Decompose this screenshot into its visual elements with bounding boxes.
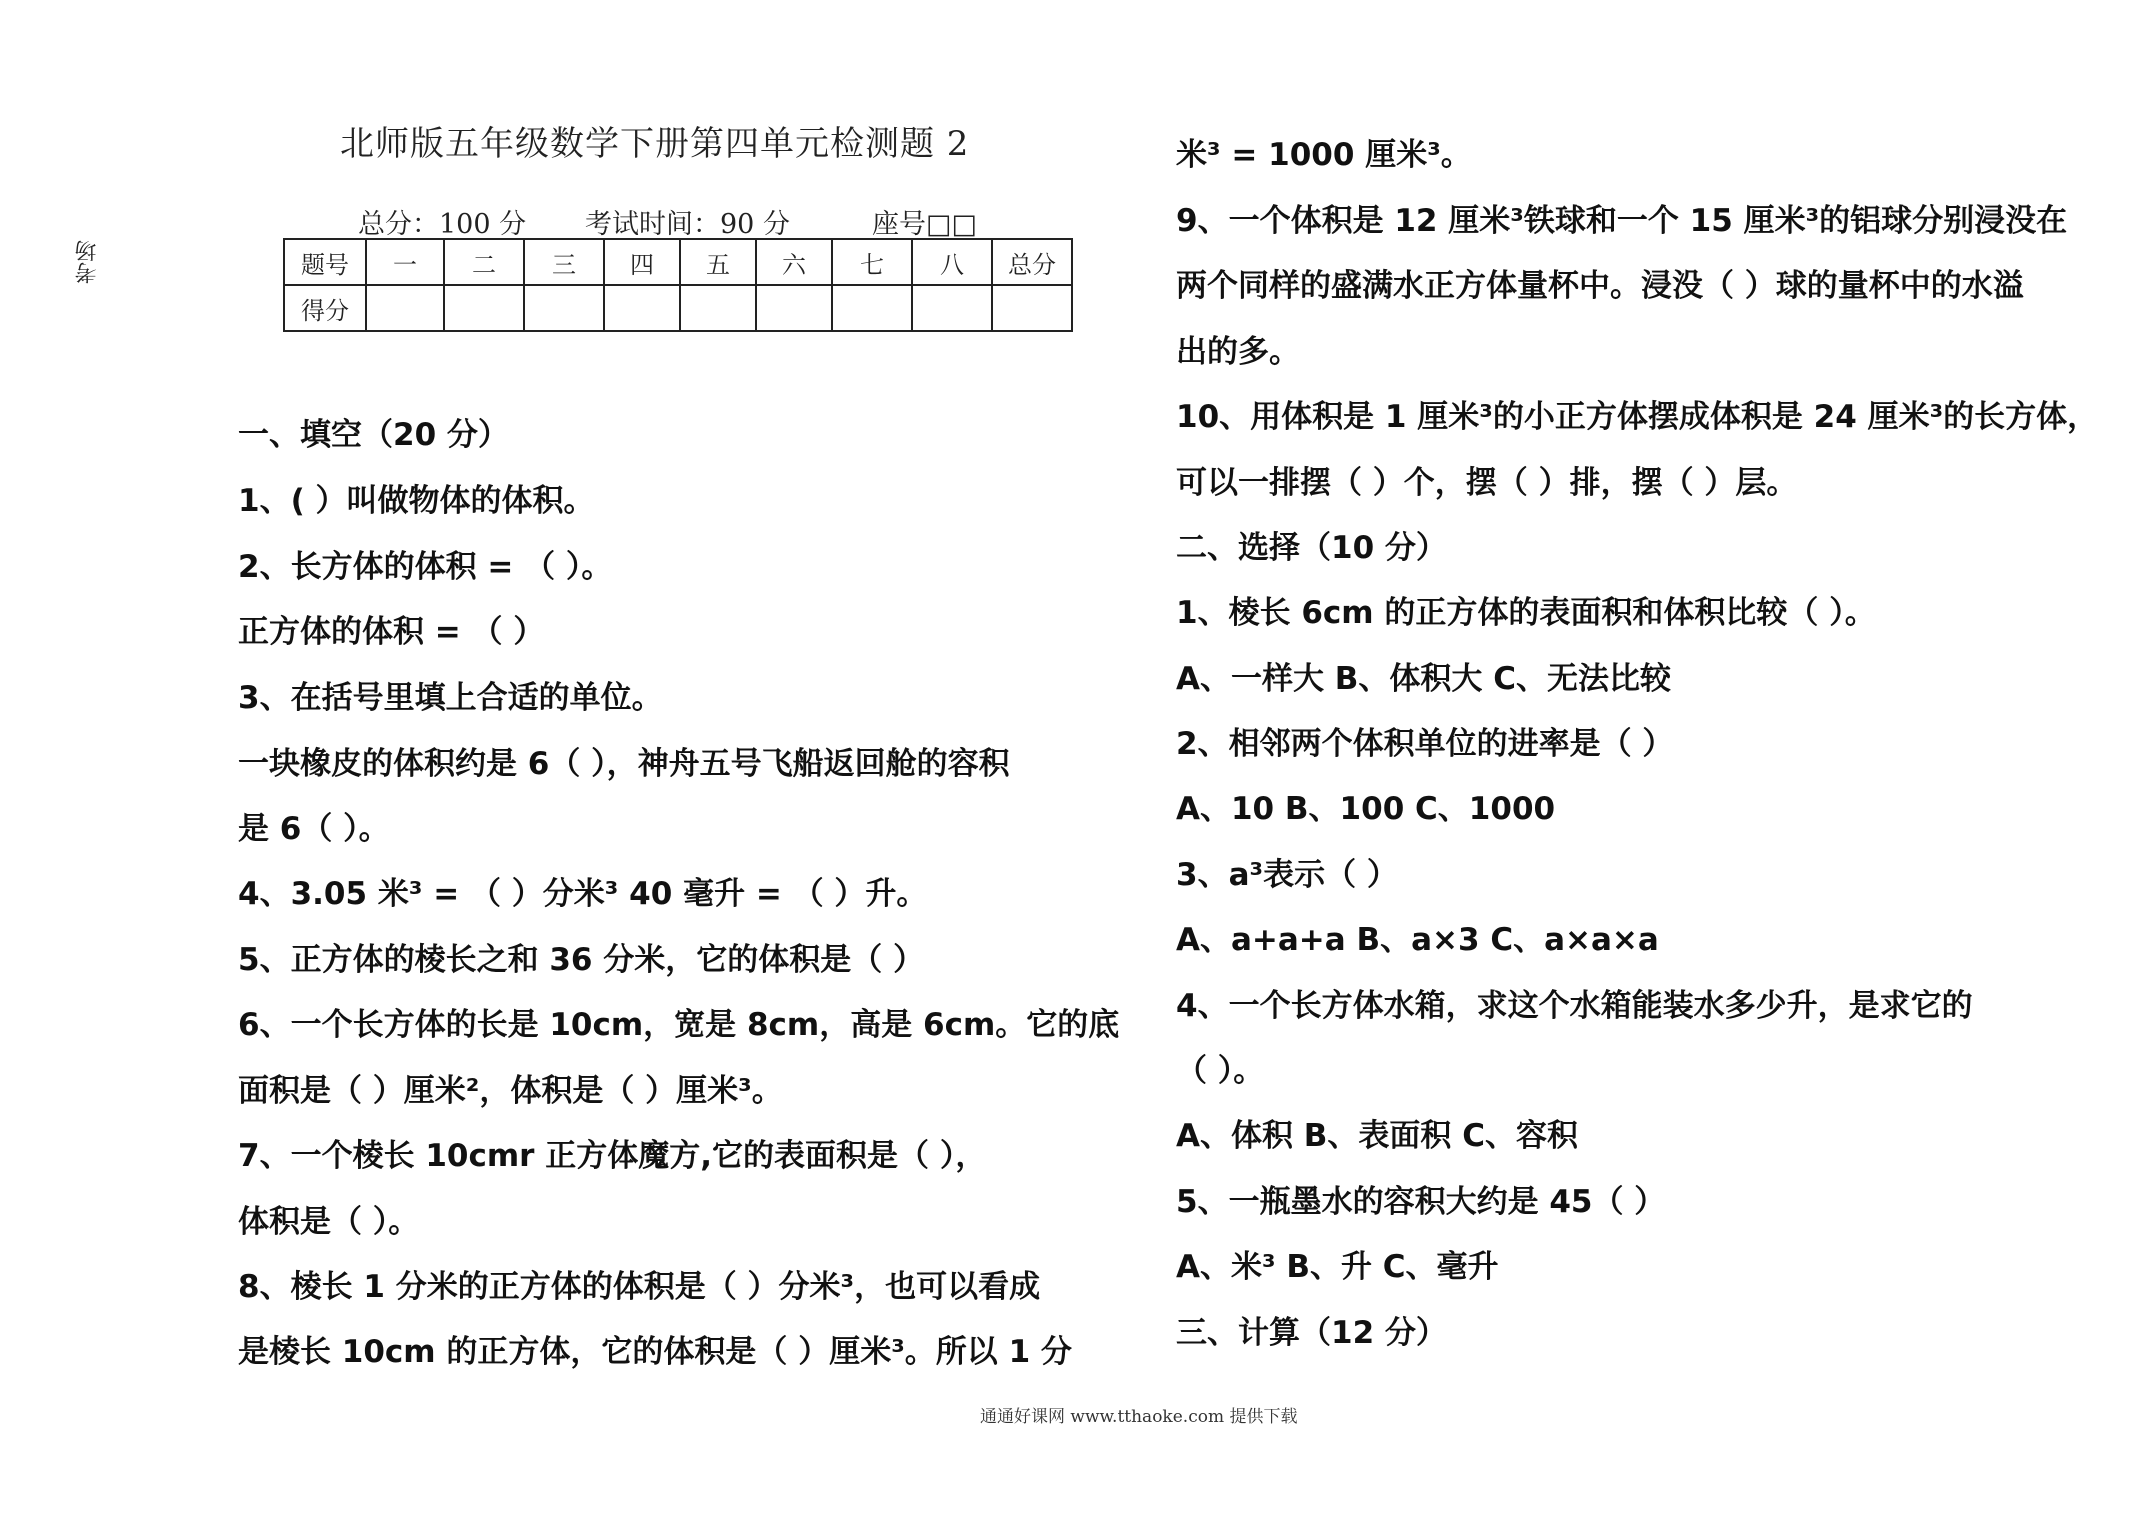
score-table-cell: 八 [912,239,992,285]
score-entry-cell[interactable] [992,285,1072,331]
question-line: 1、棱长 6cm 的正方体的表面积和体积比较（ ）。 [1176,595,1876,631]
question-line: 2、长方体的体积 = （ ）。 [238,549,613,585]
answer-options: A、体积 B、表面积 C、容积 [1176,1118,1578,1154]
question-line: 一块橡皮的体积约是 6（ ），神舟五号飞船返回舱的容积 [238,746,1010,782]
answer-options: A、10 B、100 C、1000 [1176,791,1556,827]
score-table-cell: 题号 [284,239,366,285]
score-table-score-row [284,285,1072,331]
score-table-cell: 得分 [284,285,366,331]
footer-credit: 通通好课网 www.tthaoke.com 提供下载 [980,1407,1298,1427]
question-line: 正方体的体积 = （ ） [238,614,545,650]
score-entry-cell[interactable] [912,285,992,331]
question-line: 9、一个体积是 12 厘米³铁球和一个 15 厘米³的铝球分别浸没在 [1176,203,2068,239]
question-line: 8、棱长 1 分米的正方体的体积是（ ）分米³，也可以看成 [238,1269,1041,1305]
question-line: 10、用体积是 1 厘米³的小正方体摆成体积是 24 厘米³的长方体， [1176,399,2099,435]
score-table-cell: 五 [680,239,756,285]
question-line: 6、一个长方体的长是 10cm，宽是 8cm，高是 6cm。它的底 [238,1007,1120,1043]
total-score-info: 总分：100 分 [358,209,527,240]
score-table-cell: 七 [832,239,912,285]
score-entry-cell[interactable] [756,285,832,331]
exam-room-label: 考场 [75,240,100,284]
score-table-cell: 三 [524,239,604,285]
question-line: （ ）。 [1176,1053,1265,1089]
question-line: 可以一排摆（ ）个，摆（ ）排，摆（ ）层。 [1176,465,1798,501]
seat-number-info: 座号□□ [872,209,978,240]
question-line: 4、3.05 米³ = （ ）分米³ 40 毫升 = （ ）升。 [238,876,928,912]
score-entry-cell[interactable] [604,285,680,331]
section-heading-fill-blank: 一、填空（20 分） [238,417,509,453]
score-entry-cell[interactable] [680,285,756,331]
question-line: 是棱长 10cm 的正方体，它的体积是（ ）厘米³。所以 1 分 [238,1334,1072,1370]
answer-options: A、a+a+a B、a×3 C、a×a×a [1176,922,1659,958]
score-table-cell: 总分 [992,239,1072,285]
score-entry-cell[interactable] [832,285,912,331]
page-title: 北师版五年级数学下册第四单元检测题 2 [340,124,970,164]
answer-options: A、一样大 B、体积大 C、无法比较 [1176,661,1671,697]
question-line: 7、一个棱长 10cmr 正方体魔方,它的表面积是（ ）， [238,1138,987,1174]
question-line: 2、相邻两个体积单位的进率是（ ） [1176,726,1674,762]
question-line: 1、( ）叫做物体的体积。 [238,483,595,519]
score-table-cell: 一 [366,239,444,285]
question-line: 体积是（ ）。 [238,1204,420,1240]
score-table-cell: 六 [756,239,832,285]
answer-options: A、米³ B、升 C、毫升 [1176,1249,1499,1285]
score-table-cell: 二 [444,239,524,285]
question-line: 3、在括号里填上合适的单位。 [238,680,663,716]
score-entry-cell[interactable] [366,285,444,331]
score-entry-cell[interactable] [444,285,524,331]
question-line: 5、正方体的棱长之和 36 分米，它的体积是（ ） [238,942,925,978]
question-line: 5、一瓶墨水的容积大约是 45（ ） [1176,1184,1666,1220]
score-table [283,238,1073,332]
exam-time-info: 考试时间：90 分 [585,209,790,240]
score-table-header-row [284,239,1072,285]
question-line: 两个同样的盛满水正方体量杯中。浸没（ ）球的量杯中的水溢 [1176,268,2024,304]
question-line: 4、一个长方体水箱，求这个水箱能装水多少升，是求它的 [1176,988,1973,1024]
question-line: 3、a³表示（ ） [1176,857,1398,893]
score-entry-cell[interactable] [524,285,604,331]
section-heading-calculation: 三、计算（12 分） [1176,1315,1447,1351]
question-line: 面积是（ ）厘米²，体积是（ ）厘米³。 [238,1073,783,1109]
score-table-cell: 四 [604,239,680,285]
question-line: 是 6（ ）。 [238,811,390,847]
question-line: 米³ = 1000 厘米³。 [1176,137,1472,173]
section-heading-choice: 二、选择（10 分） [1176,530,1447,566]
question-line: 出的多。 [1176,334,1300,370]
